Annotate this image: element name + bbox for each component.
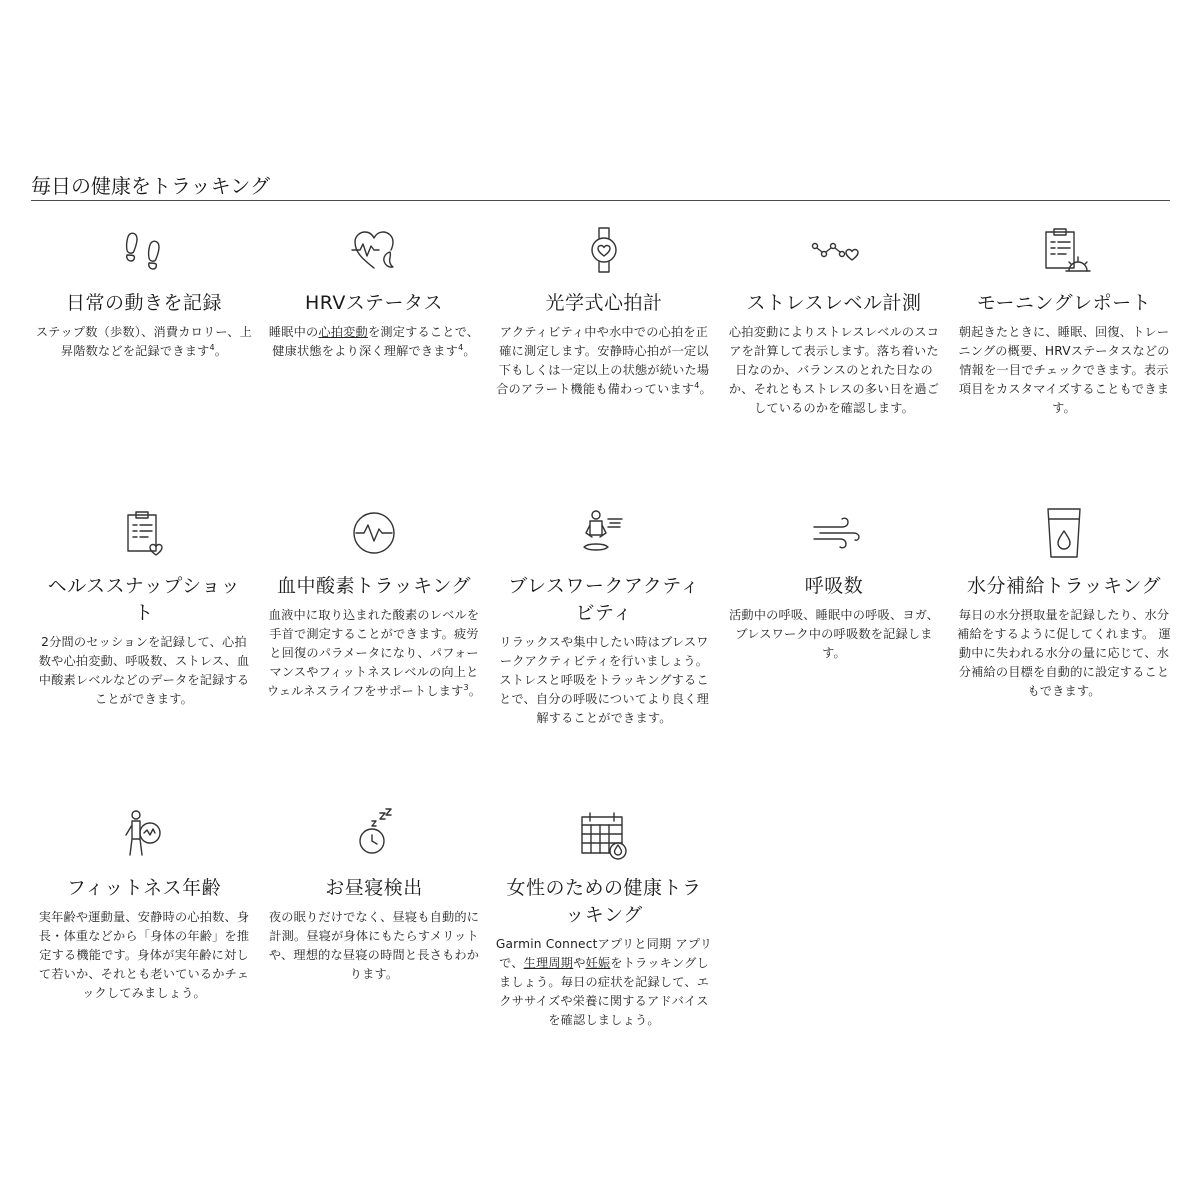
feature-title: HRVステータス (304, 292, 444, 314)
nap-clock-icon (346, 807, 402, 863)
feature-title: 日常の動きを記録 (65, 292, 222, 314)
description-text: 。 (468, 684, 482, 698)
term-link[interactable]: 妊娠 (585, 956, 611, 970)
feature-card (33, 222, 255, 361)
description-text: 。 (214, 344, 228, 358)
feature-title: お昼寝検出 (325, 877, 423, 899)
description-text: 毎日の水分摂取量を記録したり、水分補給をするように促してくれます。 運動中に失われる水分の量に応じて、水分補給の目標を自動的に設定することもできます。 (957, 608, 1171, 698)
description-text: をトラッキングしましょう。毎日の症状を記録して、エクササイズや栄養に関するアドバイスを確認しましょう。 (498, 956, 710, 1027)
feature-card (33, 505, 255, 709)
footsteps-icon (116, 222, 172, 278)
feature-card (723, 222, 945, 418)
watch-heart-icon (576, 222, 632, 278)
feature-card (493, 222, 715, 399)
description-text: 夜の眠りだけでなく、昼寝も自動的に計測。昼寝が身体にもたらすメリットや、理想的な昼寝の時間と長さもわかります。 (268, 910, 480, 981)
feature-description (725, 606, 943, 663)
description-text: 睡眠中の (268, 325, 319, 339)
water-glass-icon (1036, 505, 1092, 561)
person-gauge-icon (116, 807, 172, 863)
clipboard-sunrise-icon (1036, 222, 1092, 278)
footnote-marker: 3 (463, 682, 469, 692)
feature-row (33, 505, 1173, 785)
description-text: や (573, 956, 586, 970)
description-text: 血液中に取り込まれた酸素のレベルを手首で測定することができます。疲労と回復のパラメータになり、パフォーマンスやフィットネスレベルの向上とウェルネスライフをサポートします (266, 608, 480, 698)
feature-description (955, 323, 1173, 418)
feature-card (263, 807, 485, 984)
calendar-drop-icon (576, 807, 632, 863)
feature-title: 呼吸数 (804, 575, 864, 597)
feature-title: ブレスワークアクティビティ (508, 575, 700, 624)
stress-graph-icon (806, 222, 862, 278)
feature-row (33, 222, 1173, 502)
feature-description (725, 323, 943, 418)
meditation-breath-icon (576, 505, 632, 561)
feature-card (33, 807, 255, 1003)
footnote-marker: 4 (458, 342, 464, 352)
feature-title: 光学式心拍計 (545, 292, 663, 314)
term-link[interactable]: 心拍変動 (318, 325, 368, 339)
pulse-circle-icon (346, 505, 402, 561)
feature-description (955, 606, 1173, 701)
clipboard-heart-icon (116, 505, 172, 561)
description-text: ステップ数（歩数）、消費カロリー、上昇階数などを記録できます (35, 325, 253, 358)
feature-title: モーニングレポート (976, 292, 1152, 314)
feature-title: 水分補給トラッキング (966, 575, 1162, 597)
feature-description (265, 908, 483, 984)
feature-title: 血中酸素トラッキング (276, 575, 472, 597)
heart-moon-icon (346, 222, 402, 278)
description-text: 。 (699, 382, 712, 396)
section-title: 毎日の健康をトラッキング (31, 172, 1170, 201)
feature-card (953, 505, 1175, 701)
feature-title: ストレスレベル計測 (746, 292, 922, 314)
description-text: リラックスや集中したい時はブレスワークアクティビティを行いましょう。ストレスと呼吸をトラッキングすることで、自分の呼吸についてより良く理解することができます。 (498, 635, 710, 725)
description-text: 2分間のセッションを記録して、心拍数や心拍変動、呼吸数、ストレス、血中酸素レベルなどのデータを記録することができます。 (38, 635, 250, 706)
feature-title: フィットネス年齢 (66, 877, 222, 899)
feature-card (263, 505, 485, 701)
feature-description (265, 606, 483, 701)
feature-card (953, 222, 1175, 418)
feature-title: ヘルススナップショット (47, 575, 241, 624)
feature-description (265, 323, 483, 361)
description-text: アクティビティ中や水中での心拍を正確に測定します。安静時心拍が一定以下もしくは一定以上の状態が続いた場合のアラート機能も備わっています (496, 325, 710, 396)
description-text: 実年齢や運動量、安静時の心拍数、身長・体重などから「身体の年齢」を推定する機能です。身体が実年齢に対して若いか、それとも老いているかチェックしてみましょう。 (38, 910, 250, 1000)
feature-description (35, 323, 253, 361)
feature-description (495, 323, 713, 399)
feature-card (723, 505, 945, 663)
description-text: を測定することで、健康状態をより深く理解できます (272, 325, 480, 358)
feature-card (493, 505, 715, 728)
feature-title: 女性のための健康トラッキング (506, 877, 702, 926)
feature-description (495, 633, 713, 728)
term-link[interactable]: 生理周期 (523, 956, 574, 970)
description-text: 心拍変動によりストレスレベルのスコアを計算して表示します。落ち着いた日なのか、バランスのとれた日なのか、それともストレスの多い日を過ごしているのかを確認します。 (728, 325, 940, 415)
description-text: 朝起きたときに、睡眠、回復、トレーニングの概要、HRVステータスなどの情報を一目でチェックできます。表示項目をカスタマイズすることもできます。 (958, 325, 1170, 415)
description-text: Garmin Connectアプリと同期 アプリで、 (495, 937, 713, 970)
feature-card (263, 222, 485, 361)
feature-card (493, 807, 715, 1030)
description-text: 。 (463, 344, 476, 358)
feature-description (35, 633, 253, 709)
description-text: 活動中の呼吸、睡眠中の呼吸、ヨガ、ブレスワーク中の呼吸数を記録します。 (728, 608, 940, 660)
footnote-marker: 4 (209, 342, 215, 352)
wind-breath-icon (806, 505, 862, 561)
feature-description (35, 908, 253, 1003)
feature-row (33, 807, 1173, 1087)
footnote-marker: 4 (694, 380, 700, 390)
feature-description (495, 935, 713, 1030)
